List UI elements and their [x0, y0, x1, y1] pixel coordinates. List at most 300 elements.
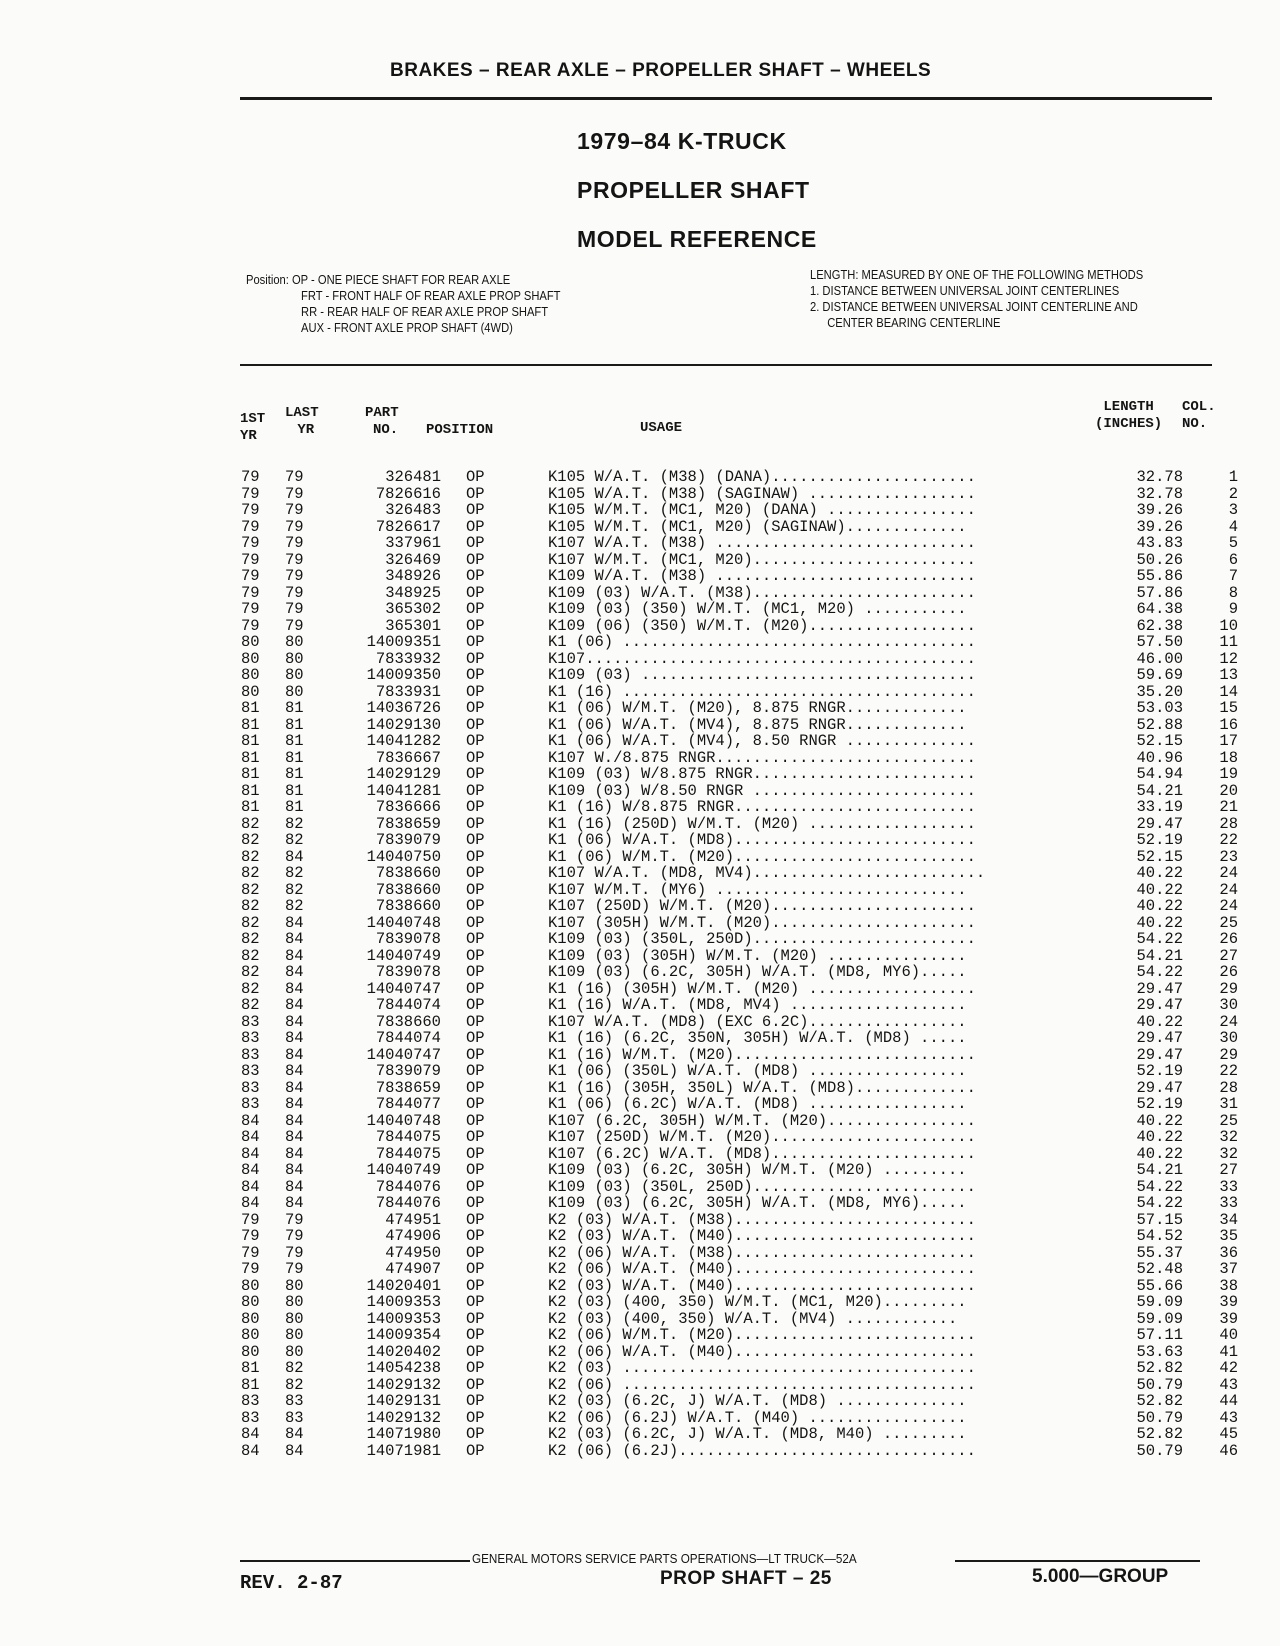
position-cell: OP	[466, 963, 485, 981]
last-yr-cell: 84	[285, 1128, 304, 1146]
position-cell: OP	[466, 550, 485, 569]
length-cell: 52.15	[1136, 732, 1183, 750]
part-no-cell: 7839078	[375, 963, 441, 981]
table-row	[238, 1425, 1238, 1443]
footer-rule-left	[240, 1560, 470, 1562]
col-first-yr: 1ST YR	[240, 411, 266, 444]
first-yr-cell: 83	[241, 1408, 260, 1427]
part-no-cell: 7838659	[375, 1078, 441, 1097]
part-no-cell: 7838660	[375, 897, 441, 915]
table-row	[238, 798, 1238, 816]
col-no-cell: 32	[1219, 1144, 1238, 1163]
last-yr-cell: 79	[285, 1260, 304, 1278]
col-no-cell: 28	[1219, 1078, 1238, 1097]
last-yr-cell: 84	[285, 1029, 304, 1047]
usage-cell: K1 (16) (250D) W/M.T. (M20) ..................	[548, 815, 976, 832]
part-no-cell: 7844074	[375, 1029, 441, 1047]
first-yr-cell: 84	[241, 1194, 260, 1212]
part-no-cell: 7838660	[375, 864, 441, 882]
last-yr-cell: 82	[285, 814, 304, 833]
col-no-cell: 24	[1219, 880, 1238, 899]
position-cell: OP	[466, 699, 485, 717]
usage-cell: K1 (06) (6.2C) W/A.T. (MD8) .................	[548, 1096, 967, 1113]
length-cell: 52.19	[1136, 1095, 1183, 1113]
usage-cell: K2 (06) (6.2J)................................	[548, 1442, 976, 1459]
col-no-cell: 10	[1219, 616, 1238, 635]
usage-cell: K109 (03) (6.2C, 305H) W/M.T. (M20) .........	[548, 1162, 967, 1179]
col-no-cell: 38	[1219, 1276, 1238, 1295]
table-row	[238, 534, 1238, 552]
col-no-cell: 16	[1219, 715, 1238, 734]
last-yr-cell: 81	[285, 699, 304, 717]
usage-cell: K1 (16) W/A.T. (MD8, MV4) ...................	[548, 997, 967, 1014]
table-row	[238, 963, 1238, 981]
position-cell: OP	[466, 600, 485, 618]
title-model-year: 1979–84 K-TRUCK	[577, 128, 787, 154]
usage-cell: K2 (03) W/A.T. (M40)..........................	[548, 1277, 976, 1294]
length-cell: 52.82	[1136, 1392, 1183, 1410]
position-cell: OP	[466, 913, 485, 932]
length-cell: 52.48	[1136, 1260, 1183, 1278]
position-cell: OP	[466, 979, 485, 998]
table-row	[238, 1392, 1238, 1410]
usage-cell: K2 (03) (6.2C, J) W/A.T. (MD8, M40) .........	[548, 1426, 967, 1443]
usage-cell: K2 (03) W/A.T. (M40)..........................	[548, 1228, 976, 1245]
usage-cell: K109 W/A.T. (M38) ............................	[548, 568, 976, 585]
table-row	[238, 616, 1238, 635]
title-propeller-shaft: PROPELLER SHAFT	[577, 177, 810, 203]
usage-cell: K1 (16) W/M.T. (M20)..........................	[548, 1046, 976, 1063]
length-cell: 53.63	[1136, 1342, 1183, 1361]
length-cell: 29.47	[1136, 1078, 1183, 1097]
parts-table	[238, 468, 1238, 1460]
first-yr-cell: 79	[241, 468, 260, 486]
position-cell: OP	[466, 1210, 485, 1229]
col-no-cell: 14	[1219, 682, 1238, 701]
position-cell: OP	[466, 633, 485, 651]
col-no-cell: 21	[1219, 798, 1238, 816]
position-cell: OP	[466, 1309, 485, 1328]
first-yr-cell: 82	[241, 963, 260, 981]
first-yr-cell: 81	[241, 765, 260, 783]
usage-cell: K109 (03) W/8.875 RNGR........................	[548, 766, 976, 783]
usage-cell: K1 (06) W/M.T. (M20)..........................	[548, 848, 976, 865]
part-no-cell: 326483	[385, 501, 441, 519]
length-cell: 32.78	[1136, 468, 1183, 486]
last-yr-cell: 84	[285, 1161, 304, 1179]
last-yr-cell: 79	[285, 534, 304, 552]
usage-cell: K2 (06) ......................................	[548, 1376, 976, 1393]
length-cell: 40.22	[1136, 1144, 1183, 1163]
usage-cell: K107..........................................	[548, 650, 976, 667]
first-yr-cell: 84	[241, 1177, 260, 1196]
last-yr-cell: 80	[285, 1276, 304, 1295]
col-no-cell: 43	[1219, 1408, 1238, 1427]
table-row	[238, 1375, 1238, 1394]
usage-cell: K2 (06) (6.2J) W/A.T. (M40) .................	[548, 1409, 967, 1426]
usage-cell: K109 (03) (350L, 250D)........................	[548, 1178, 976, 1195]
part-no-cell: 348925	[385, 583, 441, 602]
part-no-cell: 14041282	[366, 732, 441, 750]
table-row	[238, 484, 1238, 503]
last-yr-cell: 81	[285, 732, 304, 750]
last-yr-cell: 84	[285, 930, 304, 948]
part-no-cell: 7844074	[375, 996, 441, 1014]
first-yr-cell: 84	[241, 1111, 260, 1130]
usage-cell: K1 (16) ......................................	[548, 683, 976, 700]
part-no-cell: 14054238	[366, 1359, 441, 1377]
table-row	[238, 897, 1238, 915]
position-cell: OP	[466, 1425, 485, 1443]
table-row	[238, 1293, 1238, 1311]
first-yr-cell: 80	[241, 1293, 260, 1311]
length-cell: 39.26	[1136, 501, 1183, 519]
usage-cell: K2 (06) W/M.T. (M20)..........................	[548, 1327, 976, 1344]
part-no-cell: 14040747	[366, 1045, 441, 1064]
length-cell: 54.21	[1136, 946, 1183, 965]
part-no-cell: 14029132	[366, 1408, 441, 1427]
position-note: RR - REAR HALF OF REAR AXLE PROP SHAFT	[301, 304, 549, 319]
usage-cell: K109 (03) (6.2C, 305H) W/A.T. (MD8, MY6).....	[548, 964, 967, 981]
position-cell: OP	[466, 1062, 485, 1080]
length-cell: 54.22	[1136, 1177, 1183, 1196]
first-yr-cell: 79	[241, 501, 260, 519]
col-no-cell: 37	[1219, 1260, 1238, 1278]
table-row	[238, 1095, 1238, 1113]
part-no-cell: 14040748	[366, 913, 441, 932]
col-no-cell: 27	[1219, 946, 1238, 965]
last-yr-cell: 84	[285, 1078, 304, 1097]
length-note: CENTER BEARING CENTERLINE	[827, 315, 1001, 330]
table-row	[238, 633, 1238, 651]
table-row	[238, 930, 1238, 948]
position-cell: OP	[466, 1441, 485, 1460]
first-yr-cell: 81	[241, 732, 260, 750]
first-yr-cell: 83	[241, 1029, 260, 1047]
col-no-cell: 36	[1219, 1243, 1238, 1262]
header-rule	[240, 97, 1212, 100]
part-no-cell: 14040747	[366, 979, 441, 998]
col-no-cell: 31	[1219, 1095, 1238, 1113]
first-yr-cell: 79	[241, 583, 260, 602]
usage-cell: K105 W/M.T. (MC1, M20) (SAGINAW).............	[548, 518, 967, 535]
last-yr-cell: 79	[285, 616, 304, 635]
col-no-cell: 39	[1219, 1293, 1238, 1311]
part-no-cell: 365302	[385, 600, 441, 618]
col-no-cell: 41	[1219, 1342, 1238, 1361]
last-yr-cell: 84	[285, 1441, 304, 1460]
part-no-cell: 326469	[385, 550, 441, 569]
position-cell: OP	[466, 930, 485, 948]
length-cell: 29.47	[1136, 814, 1183, 833]
table-row	[238, 550, 1238, 569]
usage-cell: K1 (16) W/8.875 RNGR..........................	[548, 799, 976, 816]
part-no-cell: 14041281	[366, 781, 441, 800]
col-no-cell: 8	[1228, 583, 1238, 602]
part-no-cell: 14029131	[366, 1392, 441, 1410]
position-cell: OP	[466, 715, 485, 734]
length-cell: 52.88	[1136, 715, 1183, 734]
first-yr-cell: 82	[241, 979, 260, 998]
col-no-cell: 24	[1219, 897, 1238, 915]
table-row	[238, 1012, 1238, 1031]
table-row	[238, 1194, 1238, 1212]
part-no-cell: 14009353	[366, 1309, 441, 1328]
position-note: FRT - FRONT HALF OF REAR AXLE PROP SHAFT	[301, 288, 561, 303]
position-cell: OP	[466, 1260, 485, 1278]
position-cell: OP	[466, 748, 485, 767]
position-cell: OP	[466, 1408, 485, 1427]
last-yr-cell: 84	[285, 1095, 304, 1113]
first-yr-cell: 83	[241, 1095, 260, 1113]
first-yr-cell: 82	[241, 897, 260, 915]
first-yr-cell: 81	[241, 1359, 260, 1377]
first-yr-cell: 79	[241, 1227, 260, 1245]
part-no-cell: 7826616	[375, 484, 441, 503]
position-cell: OP	[466, 1375, 485, 1394]
usage-cell: K105 W/M.T. (MC1, M20) (DANA) ................	[548, 502, 976, 519]
first-yr-cell: 82	[241, 946, 260, 965]
first-yr-cell: 83	[241, 1078, 260, 1097]
part-no-cell: 474951	[385, 1210, 441, 1229]
table-top-rule	[240, 364, 1212, 366]
part-no-cell: 14071980	[366, 1425, 441, 1443]
first-yr-cell: 84	[241, 1128, 260, 1146]
position-cell: OP	[466, 616, 485, 635]
length-cell: 62.38	[1136, 616, 1183, 635]
position-cell: OP	[466, 1078, 485, 1097]
last-yr-cell: 84	[285, 963, 304, 981]
part-no-cell: 7844075	[375, 1144, 441, 1163]
title-model-reference: MODEL REFERENCE	[577, 226, 817, 252]
part-no-cell: 474950	[385, 1243, 441, 1262]
part-no-cell: 14029130	[366, 715, 441, 734]
position-note: Position: OP - ONE PIECE SHAFT FOR REAR AXLE	[246, 272, 511, 287]
usage-cell: K1 (06) (350L) W/A.T. (MD8) .................	[548, 1063, 967, 1080]
first-yr-cell: 80	[241, 649, 260, 668]
length-note: 1. DISTANCE BETWEEN UNIVERSAL JOINT CENTERLINES	[810, 283, 1120, 298]
position-cell: OP	[466, 814, 485, 833]
position-cell: OP	[466, 682, 485, 701]
length-cell: 35.20	[1136, 682, 1183, 701]
last-yr-cell: 82	[285, 897, 304, 915]
last-yr-cell: 84	[285, 1012, 304, 1031]
first-yr-cell: 82	[241, 880, 260, 899]
position-cell: OP	[466, 1128, 485, 1146]
col-no-cell: 40	[1219, 1326, 1238, 1344]
usage-cell: K2 (06) W/A.T. (M38)..........................	[548, 1244, 976, 1261]
table-row	[238, 1177, 1238, 1196]
last-yr-cell: 79	[285, 501, 304, 519]
position-cell: OP	[466, 732, 485, 750]
col-no-cell: 6	[1228, 550, 1238, 569]
position-cell: OP	[466, 1359, 485, 1377]
footer-rev: REV. 2-87	[240, 1572, 343, 1594]
position-cell: OP	[466, 996, 485, 1014]
position-cell: OP	[466, 484, 485, 503]
length-cell: 40.22	[1136, 913, 1183, 932]
usage-cell: K1 (16) (305H, 350L) W/A.T. (MD8).............	[548, 1079, 976, 1096]
length-cell: 57.15	[1136, 1210, 1183, 1229]
first-yr-cell: 79	[241, 1260, 260, 1278]
table-row	[238, 1276, 1238, 1295]
first-yr-cell: 81	[241, 699, 260, 717]
first-yr-cell: 80	[241, 1326, 260, 1344]
first-yr-cell: 83	[241, 1062, 260, 1080]
last-yr-cell: 79	[285, 517, 304, 536]
first-yr-cell: 83	[241, 1392, 260, 1410]
length-cell: 59.09	[1136, 1293, 1183, 1311]
col-no-cell: 12	[1219, 649, 1238, 668]
position-cell: OP	[466, 798, 485, 816]
usage-cell: K2 (03) (400, 350) W/M.T. (MC1, M20).........	[548, 1294, 967, 1311]
last-yr-cell: 82	[285, 864, 304, 882]
last-yr-cell: 81	[285, 798, 304, 816]
last-yr-cell: 82	[285, 880, 304, 899]
col-no-cell: 29	[1219, 1045, 1238, 1064]
usage-cell: K1 (16) (305H) W/M.T. (M20) ..................	[548, 980, 976, 997]
table-row	[238, 748, 1238, 767]
table-row	[238, 1128, 1238, 1146]
length-cell: 54.52	[1136, 1227, 1183, 1245]
length-cell: 59.09	[1136, 1309, 1183, 1328]
last-yr-cell: 81	[285, 748, 304, 767]
part-no-cell: 337961	[385, 534, 441, 552]
position-cell: OP	[466, 1326, 485, 1344]
table-row	[238, 1227, 1238, 1245]
length-cell: 54.94	[1136, 765, 1183, 783]
last-yr-cell: 84	[285, 946, 304, 965]
last-yr-cell: 79	[285, 1243, 304, 1262]
last-yr-cell: 81	[285, 765, 304, 783]
position-cell: OP	[466, 897, 485, 915]
col-no-cell: 5	[1228, 534, 1238, 552]
position-cell: OP	[466, 1293, 485, 1311]
table-row	[238, 831, 1238, 849]
usage-cell: K2 (03) ......................................	[548, 1360, 976, 1377]
first-yr-cell: 80	[241, 633, 260, 651]
usage-cell: K109 (03) (6.2C, 305H) W/A.T. (MD8, MY6).....	[548, 1195, 967, 1212]
length-cell: 40.22	[1136, 864, 1183, 882]
table-row	[238, 567, 1238, 585]
table-row	[238, 880, 1238, 899]
length-cell: 29.47	[1136, 1045, 1183, 1064]
col-no-cell: 33	[1219, 1194, 1238, 1212]
part-no-cell: 14040750	[366, 847, 441, 866]
length-cell: 32.78	[1136, 484, 1183, 503]
col-no-cell: 30	[1219, 1029, 1238, 1047]
table-row	[238, 649, 1238, 668]
position-cell: OP	[466, 781, 485, 800]
part-no-cell: 14009350	[366, 666, 441, 684]
last-yr-cell: 84	[285, 1425, 304, 1443]
part-no-cell: 7844076	[375, 1194, 441, 1212]
position-cell: OP	[466, 765, 485, 783]
length-note: 2. DISTANCE BETWEEN UNIVERSAL JOINT CENTERLINE AND	[810, 299, 1138, 314]
position-cell: OP	[466, 1227, 485, 1245]
position-cell: OP	[466, 666, 485, 684]
part-no-cell: 14020401	[366, 1276, 441, 1295]
table-row	[238, 946, 1238, 965]
part-no-cell: 7833932	[375, 649, 441, 668]
first-yr-cell: 79	[241, 616, 260, 635]
length-cell: 40.22	[1136, 1111, 1183, 1130]
col-no-cell: 28	[1219, 814, 1238, 833]
usage-cell: K2 (06) W/A.T. (M40)..........................	[548, 1343, 976, 1360]
usage-cell: K107 W/M.T. (MC1, M20)........................	[548, 551, 976, 568]
first-yr-cell: 82	[241, 864, 260, 882]
last-yr-cell: 80	[285, 682, 304, 701]
last-yr-cell: 79	[285, 468, 304, 486]
col-no-cell: 34	[1219, 1210, 1238, 1229]
table-row	[238, 682, 1238, 701]
usage-cell: K107 (6.2C) W/A.T. (MD8)......................	[548, 1145, 976, 1162]
first-yr-cell: 81	[241, 748, 260, 767]
table-row	[238, 501, 1238, 519]
table-row	[238, 1359, 1238, 1377]
table-row	[238, 1408, 1238, 1427]
last-yr-cell: 79	[285, 1210, 304, 1229]
usage-cell: K2 (03) W/A.T. (M38)..........................	[548, 1211, 976, 1228]
col-no-cell: 45	[1219, 1425, 1238, 1443]
part-no-cell: 7838660	[375, 880, 441, 899]
first-yr-cell: 79	[241, 567, 260, 585]
first-yr-cell: 79	[241, 484, 260, 503]
col-no-cell: 22	[1219, 831, 1238, 849]
position-cell: OP	[466, 1243, 485, 1262]
table-row	[238, 979, 1238, 998]
col-no-cell: 33	[1219, 1177, 1238, 1196]
col-no-cell: 4	[1228, 517, 1238, 536]
first-yr-cell: 79	[241, 534, 260, 552]
last-yr-cell: 79	[285, 484, 304, 503]
first-yr-cell: 79	[241, 1243, 260, 1262]
part-no-cell: 14071981	[366, 1441, 441, 1460]
position-cell: OP	[466, 567, 485, 585]
last-yr-cell: 80	[285, 1326, 304, 1344]
last-yr-cell: 83	[285, 1408, 304, 1427]
part-no-cell: 326481	[385, 468, 441, 486]
length-cell: 29.47	[1136, 996, 1183, 1014]
usage-cell: K107 (250D) W/M.T. (M20)......................	[548, 1129, 976, 1146]
length-cell: 40.22	[1136, 1012, 1183, 1031]
part-no-cell: 14009351	[366, 633, 441, 651]
usage-cell: K107 W/M.T. (MY6) ...........................	[548, 881, 967, 898]
first-yr-cell: 84	[241, 1425, 260, 1443]
table-row	[238, 600, 1238, 618]
part-no-cell: 14029129	[366, 765, 441, 783]
col-no-cell: 32	[1219, 1128, 1238, 1146]
col-no-cell: 7	[1228, 567, 1238, 585]
first-yr-cell: 81	[241, 1375, 260, 1394]
usage-cell: K1 (06) W/M.T. (M20), 8.875 RNGR.............	[548, 700, 967, 717]
length-cell: 29.47	[1136, 1029, 1183, 1047]
length-cell: 52.82	[1136, 1425, 1183, 1443]
length-cell: 50.26	[1136, 550, 1183, 569]
table-row	[238, 1029, 1238, 1047]
first-yr-cell: 84	[241, 1441, 260, 1460]
length-cell: 55.86	[1136, 567, 1183, 585]
position-cell: OP	[466, 1194, 485, 1212]
last-yr-cell: 80	[285, 1309, 304, 1328]
length-cell: 55.66	[1136, 1276, 1183, 1295]
usage-cell: K109 (03) (350) W/M.T. (MC1, M20) ...........	[548, 601, 967, 618]
table-row	[238, 699, 1238, 717]
col-no-cell: 46	[1219, 1441, 1238, 1460]
col-no-cell: 25	[1219, 913, 1238, 932]
table-row	[238, 1210, 1238, 1229]
usage-cell: K1 (06) W/A.T. (MV4), 8.875 RNGR.............	[548, 716, 967, 733]
